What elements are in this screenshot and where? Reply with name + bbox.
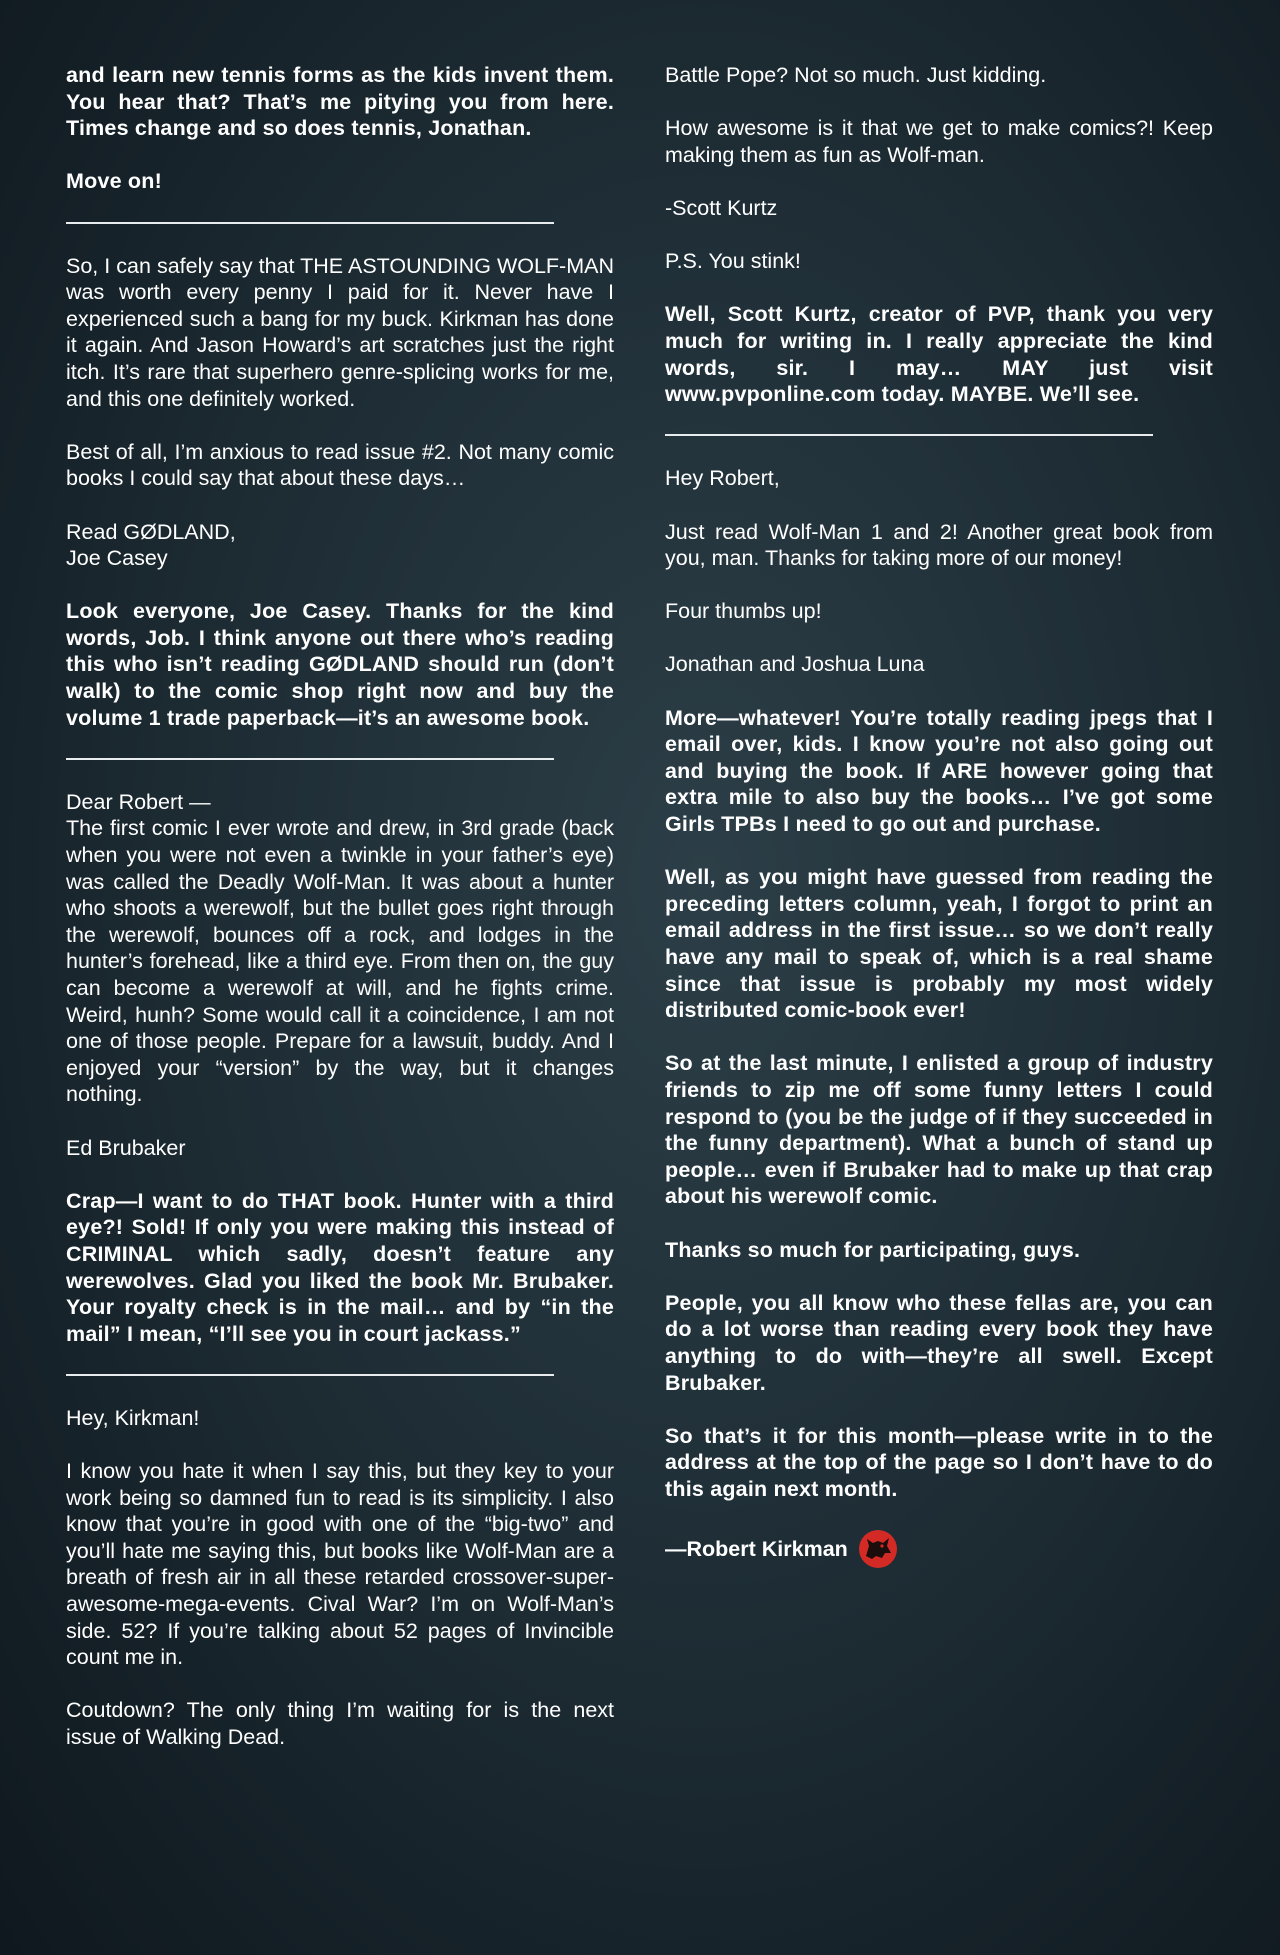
signature: —Robert Kirkman <box>665 1536 848 1561</box>
kurtz-reply: Well, Scott Kurtz, creator of PVP, thank you very much for writing in. I really appreciate the kind words, sir. I may… MAY just visit www.pvponline.com today. MAYBE. We’ll see. <box>665 302 1213 407</box>
casey-signoff-line-1: Read GØDLAND, <box>66 519 236 544</box>
reply-continued: and learn new tennis forms as the kids invent them. You hear that? That’s me pitying you from here. Times change and so does tennis, Jonathan. <box>66 63 614 141</box>
divider <box>66 1374 554 1376</box>
brubaker-letter: The first comic I ever wrote and drew, in 3rd grade (back when you were not even a twinkle in your father’s eye) was called the Deadly Wolf-Man. It was about a hunter who shoots a werewolf, but the bullet goes right through the werewolf, bounces off a rock, and lodges in the hunter’s forehead, like a third eye. From then on, the guy can become a werewolf at will, and he fights crime. Weird, hunh? Some would call it a coincidence, I am not one of those people. Prepare for a lawsuit, buddy. And I enjoyed your “version” by the way, but it changes nothing. <box>66 816 614 1107</box>
kurtz-letter-paragraph-4: How awesome is it that we get to make comics?! Keep making them as fun as Wolf-man. <box>665 116 1213 167</box>
closing-paragraph-3: Thanks so much for participating, guys. <box>665 1237 1081 1262</box>
casey-signoff-line-2: Joe Casey <box>66 546 168 571</box>
casey-reply: Look everyone, Joe Casey. Thanks for the kind words, Job. I think anyone out there who’s reading this who isn’t reading GØDLAND should run (don’t walk) to the comic shop right now and buy the volume 1 trade paperback—it’s an awesome book. <box>66 599 614 730</box>
closing-paragraph-5: So that’s it for this month—please write in to the address at the top of the page so I don’t have to do this again next month. <box>665 1423 1213 1501</box>
luna-signoff: Jonathan and Joshua Luna <box>665 652 925 677</box>
luna-greeting: Hey Robert, <box>665 466 780 491</box>
kurtz-letter-paragraph-1: I know you hate it when I say this, but they key to your work being so damned fun to read is its simplicity. I also know that you’re in good with one of the “big-two” and you’ll hate me saying this, but books like Wolf-Man are a breath of fresh air in all these retarded crossover-super-awesome-mega-events. Cival War? I’m on Wolf-Man’s side. 52? If you’re talking about 52 pages of Invincible count me in. <box>66 1459 614 1670</box>
move-on-text: Move on! <box>66 169 162 194</box>
divider <box>66 222 554 224</box>
divider <box>66 758 554 760</box>
closing-paragraph-4: People, you all know who these fellas are, you can do a lot worse than reading every book they have anything to do with—they’re all swell. Except Brubaker. <box>665 1290 1213 1395</box>
wolf-head-icon <box>858 1529 898 1569</box>
brubaker-reply: Crap—I want to do THAT book. Hunter with a third eye?! Sold! If only you were making this instead of CRIMINAL which sadly, doesn’t feature any werewolves. Glad you liked the book Mr. Brubaker. Your royalty check is in the mail… and by “in the mail” I mean, “I’ll see you in court jackass.” <box>66 1188 614 1346</box>
kurtz-letter-paragraph-2: Coutdown? The only thing I’m waiting for is the next issue of Walking Dead. <box>66 1698 614 1750</box>
kurtz-letter-paragraph-3: Battle Pope? Not so much. Just kidding. <box>665 63 1047 87</box>
casey-letter-paragraph-2: Best of all, I’m anxious to read issue #2. Not many comic books I could say that about these days… <box>66 439 614 491</box>
casey-letter-paragraph-1: So, I can safely say that THE ASTOUNDING WOLF-MAN was worth every penny I paid for it. Never have I experienced such a bang for my buck. Kirkman has done it again. And Jason Howard’s art scratches just the right itch. It’s rare that superhero genre-splicing works for me, and this one definitely worked. <box>66 253 614 411</box>
right-column <box>665 62 1213 1569</box>
luna-reply: More—whatever! You’re totally reading jpegs that I email over, kids. I know you’re not also going out and buying the book. If ARE however going that extra mile to also buy the books… I’ve got some Girls TPBs I need to go out and purchase. <box>665 705 1213 837</box>
kurtz-greeting: Hey, Kirkman! <box>66 1405 200 1430</box>
kurtz-postscript: P.S. You stink! <box>665 249 801 274</box>
divider <box>665 434 1153 436</box>
closing-paragraph-2: So at the last minute, I enlisted a group of industry friends to zip me off some funny letters I could respond to (you be the judge of if they succeeded in the funny department). What a bunch of stand up people… even if Brubaker had to make up that crap about his werewolf comic. <box>665 1051 1213 1209</box>
signature-line <box>665 1529 1213 1569</box>
luna-letter-paragraph-2: Four thumbs up! <box>665 599 822 624</box>
kurtz-signoff: -Scott Kurtz <box>665 195 778 220</box>
closing-paragraph-1: Well, as you might have guessed from reading the preceding letters column, yeah, I forgot to print an email address in the first issue… so we don’t really have any mail to speak of, which is a real shame since that issue is probably my most widely distributed comic-book ever! <box>665 865 1213 1023</box>
luna-letter-paragraph-1: Just read Wolf-Man 1 and 2! Another great book from you, man. Thanks for taking more of our money! <box>665 519 1213 571</box>
left-column <box>66 62 614 1777</box>
brubaker-greeting: Dear Robert — <box>66 789 211 814</box>
brubaker-signoff: Ed Brubaker <box>66 1135 186 1160</box>
